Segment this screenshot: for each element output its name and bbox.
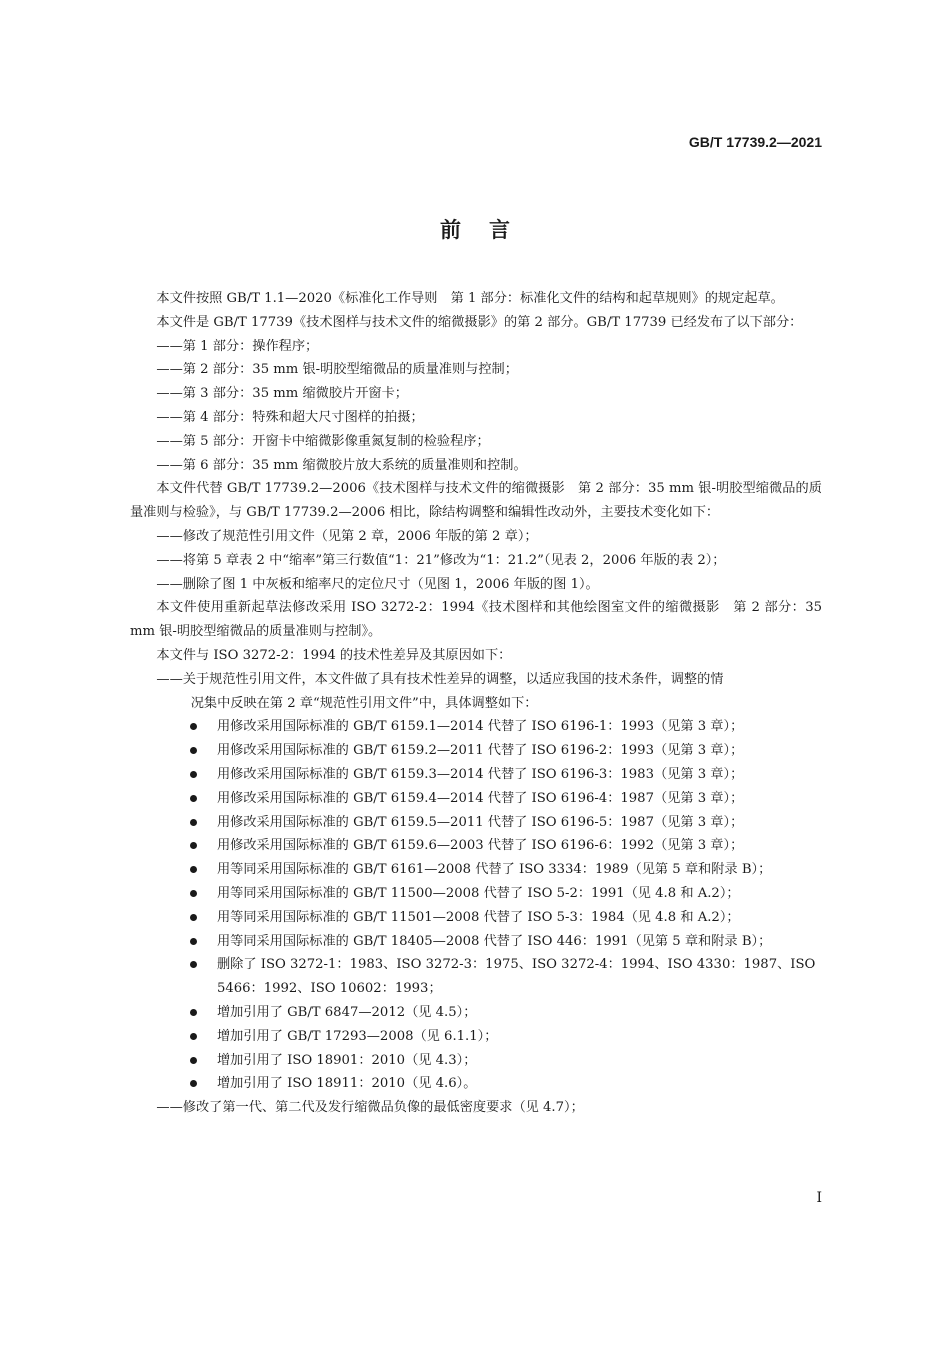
list-item: 增加引用了 ISO 18901：2010（见 4.3）；: [130, 1049, 822, 1073]
list-item: 用修改采用国际标准的 GB/T 6159.4—2014 代替了 ISO 6196-4：1987（见第 3 章）；: [130, 787, 822, 811]
list-item: 用修改采用国际标准的 GB/T 6159.3—2014 代替了 ISO 6196-3：1983（见第 3 章）；: [130, 763, 822, 787]
list-item: 增加引用了 GB/T 6847—2012（见 4.5）；: [130, 1001, 822, 1025]
paragraph-adoption: 本文件使用重新起草法修改采用 ISO 3272-2：1994《技术图样和其他绘图室文件的缩微摄影 第 2 部分：35 mm 银-明胶型缩微品的质量准则与控制》。: [130, 600, 822, 640]
list-item: 用等同采用国际标准的 GB/T 18405—2008 代替了 ISO 446：1991（见第 5 章和附录 B）；: [130, 930, 822, 954]
list-item: 用等同采用国际标准的 GB/T 6161—2008 代替了 ISO 3334：1989（见第 5 章和附录 B）；: [130, 858, 822, 882]
bullet-icon: [190, 938, 197, 945]
list-item: 用修改采用国际标准的 GB/T 6159.6—2003 代替了 ISO 6196-6：1992（见第 3 章）；: [130, 834, 822, 858]
page-number: I: [816, 1190, 822, 1206]
paragraph-series-intro: 本文件是 GB/T 17739《技术图样与技术文件的缩微摄影》的第 2 部分。GB/T 17739 已经发布了以下部分：: [156, 314, 803, 330]
list-item: 用等同采用国际标准的 GB/T 11501—2008 代替了 ISO 5-3：1984（见 4.8 和 A.2）；: [130, 906, 822, 930]
part-list-item: ——第 4 部分：特殊和超大尺寸图样的拍摄；: [156, 409, 424, 425]
change-list-item: ——将第 5 章表 2 中“缩率”第三行数值“1：21”修改为“1：21.2”（见表 2，2006 年版的表 2）；: [156, 552, 726, 568]
bullet-icon: [190, 866, 197, 873]
bullet-icon: [190, 1057, 197, 1064]
change-list-item: ——删除了图 1 中灰板和缩率尺的定位尺寸（见图 1，2006 年版的图 1）。: [156, 576, 599, 592]
difference-intro-line2: 况集中反映在第 2 章“规范性引用文件”中，具体调整如下：: [190, 695, 538, 711]
list-item: 删除了 ISO 3272-1：1983、ISO 3272-3：1975、ISO 3272-4：1994、ISO 4330：1987、ISO 5466：1992、ISO 10602：1993；: [130, 953, 822, 1001]
bullet-icon: [190, 795, 197, 802]
document-body: [130, 287, 822, 1120]
change-list-item-min-density: ——修改了第一代、第二代及发行缩微品负像的最低密度要求（见 4.7）；: [156, 1100, 584, 1116]
change-list-item: ——修改了规范性引用文件（见第 2 章，2006 年版的第 2 章）；: [156, 528, 538, 544]
bullet-icon: [190, 1033, 197, 1040]
bullet-icon: [190, 914, 197, 921]
bullet-icon: [190, 890, 197, 897]
bullet-icon: [190, 819, 197, 826]
paragraph-replacement: 本文件代替 GB/T 17739.2—2006《技术图样与技术文件的缩微摄影 第 2 部分：35 mm 银-明胶型缩微品的质量准则与检验》，与 GB/T 17739.2—2006 相比，除结构调整和编辑性改动外，主要技术变化如下：: [130, 481, 822, 521]
page-title: 前言: [440, 218, 538, 242]
list-item: 用修改采用国际标准的 GB/T 6159.1—2014 代替了 ISO 6196-1：1993（见第 3 章）；: [130, 715, 822, 739]
part-list-item: ——第 1 部分：操作程序；: [156, 338, 319, 354]
difference-intro-line1: ——关于规范性引用文件，本文件做了具有技术性差异的调整，以适应我国的技术条件，调整的情: [156, 671, 724, 687]
paragraph-drafting-basis: 本文件按照 GB/T 1.1—2020《标准化工作导则 第 1 部分：标准化文件的结构和起草规则》的规定起草。: [156, 291, 784, 306]
adjustment-bullet-list: [130, 715, 822, 1096]
list-item: 用修改采用国际标准的 GB/T 6159.5—2011 代替了 ISO 6196-5：1987（见第 3 章）；: [130, 811, 822, 835]
part-list-item: ——第 3 部分：35 mm 缩微胶片开窗卡；: [156, 386, 408, 402]
bullet-icon: [190, 747, 197, 754]
paragraph-differences: 本文件与 ISO 3272-2：1994 的技术性差异及其原因如下：: [156, 647, 512, 663]
bullet-icon: [190, 1080, 197, 1087]
list-item: 用修改采用国际标准的 GB/T 6159.2—2011 代替了 ISO 6196-2：1993（见第 3 章）；: [130, 739, 822, 763]
list-item: 增加引用了 GB/T 17293—2008（见 6.1.1）；: [130, 1025, 822, 1049]
bullet-icon: [190, 842, 197, 849]
bullet-icon: [190, 723, 197, 730]
part-list-item: ——第 2 部分：35 mm 银-明胶型缩微品的质量准则与控制；: [156, 362, 518, 378]
list-item: 用等同采用国际标准的 GB/T 11500—2008 代替了 ISO 5-2：1991（见 4.8 和 A.2）；: [130, 882, 822, 906]
part-list-item: ——第 5 部分：开窗卡中缩微影像重氮复制的检验程序；: [156, 433, 490, 449]
part-list-item: ——第 6 部分：35 mm 缩微胶片放大系统的质量准则和控制。: [156, 457, 527, 473]
bullet-icon: [190, 1009, 197, 1016]
standard-code: GB/T 17739.2—2021: [688, 134, 822, 150]
list-item: 增加引用了 ISO 18911：2010（见 4.6）。: [130, 1072, 822, 1096]
bullet-icon: [190, 771, 197, 778]
bullet-icon: [190, 961, 197, 968]
